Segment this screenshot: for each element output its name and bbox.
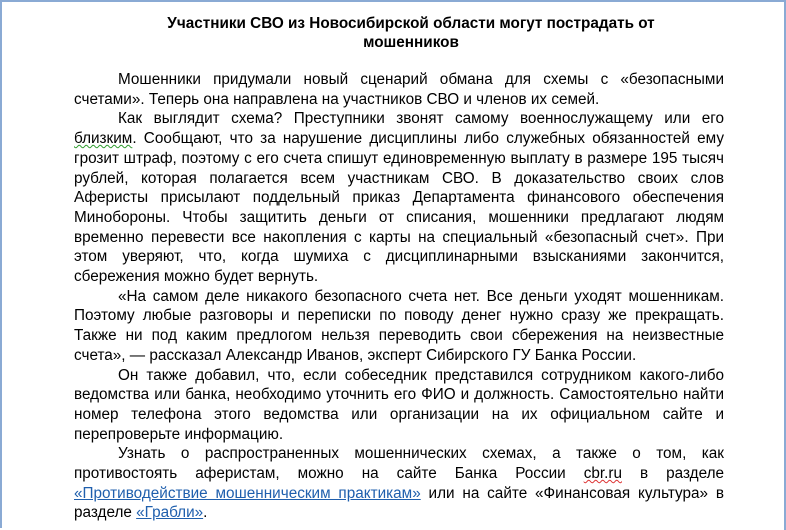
link-grabli-section[interactable]: «Грабли» <box>136 504 204 522</box>
paragraph-5-text-c: или на сайте «Финансовая культура» в разделе <box>74 484 724 522</box>
paragraph-2-text-rest: . Сообщают, что за нарушение дисциплины либо служебных обязанностей ему грозит штраф, поэтому с его счета спишут единовременную выплату в размере 195 тысяч рублей, которая полагается всем участникам СВО. В доказательство своих слов Аферисты присылают поддельный приказ Департамента финансового обеспечения Минобороны. Чтобы защитить деньги от списания, мошенники предлагают людям временно перевести все накопления с карты на специальный «безопасный счет». При этом уверяют, что, когда шумиха с дисциплинарными взысканиями закончится, сбережения можно будет вернуть. <box>74 130 724 286</box>
paragraph-5 <box>74 444 724 523</box>
paragraph-5-end: . <box>203 504 208 522</box>
spellcheck-word: близким <box>74 130 133 148</box>
document-body <box>74 14 724 523</box>
paragraph-1: Мошенники придумали новый сценарий обмана для схемы с «безопасными счетами». Теперь она направлена на участников СВО и членов их семей. <box>74 71 724 108</box>
article-title: Участники СВО из Новосибирской области могут пострадать от мошенников <box>167 15 655 51</box>
paragraph-2 <box>74 109 724 286</box>
paragraph-5-text-a: Узнать о распространенных мошеннических схемах, а также о том, как противостоять аферистам, можно на сайте Банка России <box>74 445 724 483</box>
link-anti-fraud-section[interactable]: «Противодействие мошенническим практикам» <box>74 484 421 502</box>
paragraph-5-text-b: в разделе <box>639 465 724 483</box>
site-name-cbr: cbr.ru <box>583 465 622 483</box>
paragraph-4: Он также добавил, что, если собеседник представился сотрудником какого-либо ведомства или банка, необходимо уточнить его ФИО и должность. Самостоятельно найти номер телефона этого ведомства или организации на их официальном сайте и перепроверьте информацию. <box>74 366 724 443</box>
paragraph-2-text-start: Как выглядит схема? Преступники звонят самому военнослужащему или его <box>118 110 724 128</box>
paragraph-3-quote: «На самом деле никакого безопасного счета нет. Все деньги уходят мошенникам. Поэтому любые разговоры и переписки по поводу денег нужно сразу же прекращать. Также ни под каким предлогом нельзя переводить свои сбережения на неизвестные счета», — рассказал Александр Иванов, эксперт Сибирского ГУ Банка России. <box>74 287 724 364</box>
